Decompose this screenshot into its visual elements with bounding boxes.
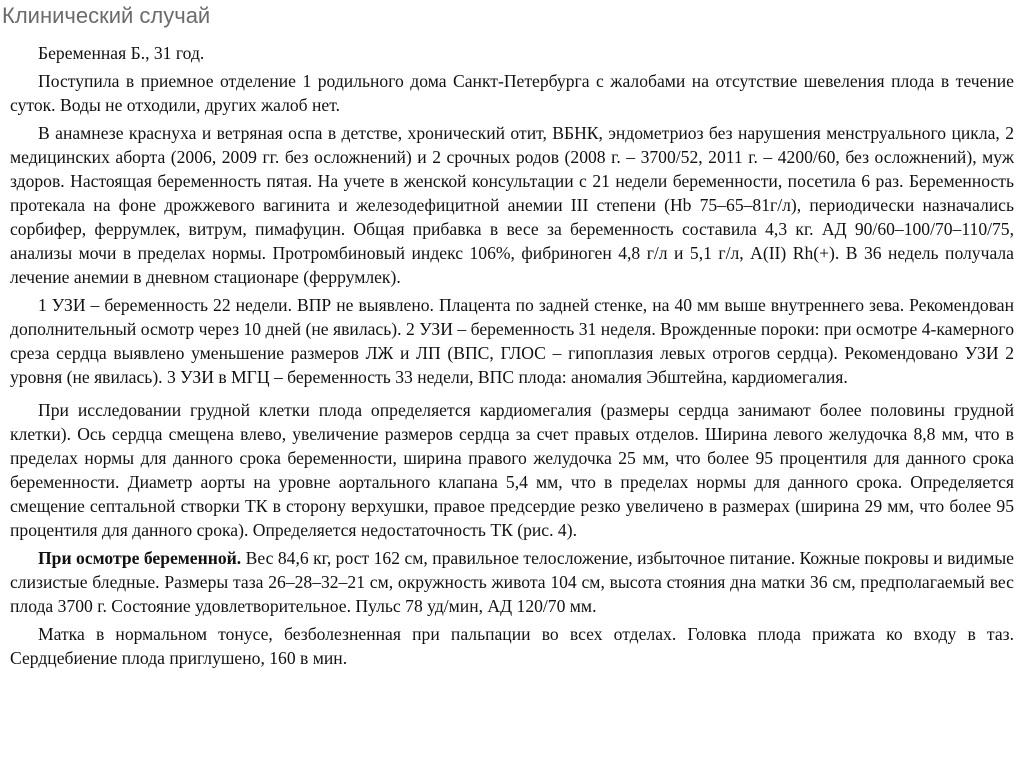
paragraph-admission: Поступила в приемное отделение 1 родильного дома Санкт-Петербурга с жалобами на отсутствие шевеления плода в течение суток. Воды не отходили, других жалоб нет.: [10, 71, 1014, 115]
paragraph-examination: [10, 546, 1014, 618]
paragraph-anamnesis: В анамнезе краснуха и ветряная оспа в детстве, хронический отит, ВБНК, эндометриоз без нарушения менструального цикла, 2 медицинских аборта (2006, 2009 гг. без осложнений) и 2 срочных родов (2008 г. – 3700/52, 2011 г. – 4200/60, без осложнений), муж здоров. Настоящая беременность пятая. На учете в женской консультации с 21 недели беременности, посетила 6 раз. Беременность протекала на фоне дрожжевого вагинита и железодефицитной анемии III степени (Hb 75–65–81г/л), периодически назначались сорбифер, феррумлек, витрум, пимафуцин. Общая прибавка в весе за беременность составила 4,3 кг. АД 90/60–100/70–110/75, анализы мочи в пределах нормы. Протромбиновый индекс 106%, фибриноген 4,8 г/л и 5,1 г/л, A(II) Rh(+). В 36 недель получала лечение анемии в дневном стационаре (феррумлек).: [10, 123, 1014, 287]
paragraph-ultrasound: 1 УЗИ – беременность 22 недели. ВПР не выявлено. Плацента по задней стенке, на 40 мм выше внутреннего зева. Рекомендован дополнительный осмотр через 10 дней (не явилась). 2 УЗИ – беременность 31 неделя. Врожденные пороки: при осмотре 4-камерного среза сердца выявлено уменьшение размеров ЛЖ и ЛП (ВПС, ГЛОС – гипоплазия левых отрогов сердца). Рекомендовано УЗИ 2 уровня (не явилась). 3 УЗИ в МГЦ – беременность 33 недели, ВПС плода: аномалия Эбштейна, кардиомегалия.: [10, 295, 1014, 387]
examination-heading: При осмотре беременной.: [38, 548, 242, 568]
case-text: [10, 41, 1014, 674]
paragraph-patient: Беременная Б., 31 год.: [38, 43, 205, 63]
examination-text: Вес 84,6 кг, рост 162 см, правильное телосложение, избыточное питание. Кожные покровы и видимые слизистые бледные. Размеры таза 26–28–32–21 см, окружность живота 104 см, высота стояния дна матки 36 см, предполагаемый вес плода 3700 г. Состояние удовлетворительное. Пульс 78 уд/мин, АД 120/70 мм.: [10, 548, 1014, 616]
paragraph-fetal-chest: При исследовании грудной клетки плода определяется кардиомегалия (размеры сердца занимают более половины грудной клетки). Ось сердца смещена влево, увеличение размеров сердца за счет правых отделов. Ширина левого желудочка 8,8 мм, что в пределах нормы для данного срока беременности, ширина правого желудочка 25 мм, что более 95 процентиля для данного срока беременности. Диаметр аорты на уровне аортального клапана 5,4 мм, что в пределах нормы для данного срока. Определяется смещение септальной створки ТК в сторону верхушки, правое предсердие резко увеличено в размерах (ширина 29 мм, что более 95 процентиля для данного срока). Определяется недостаточность ТК (рис. 4).: [10, 400, 1014, 540]
slide-title: Клинический случай: [2, 3, 211, 28]
paragraph-uterus: Матка в нормальном тонусе, безболезненная при пальпации во всех отделах. Головка плода прижата ко входу в таз. Сердцебиение плода приглушено, 160 в мин.: [10, 624, 1014, 668]
